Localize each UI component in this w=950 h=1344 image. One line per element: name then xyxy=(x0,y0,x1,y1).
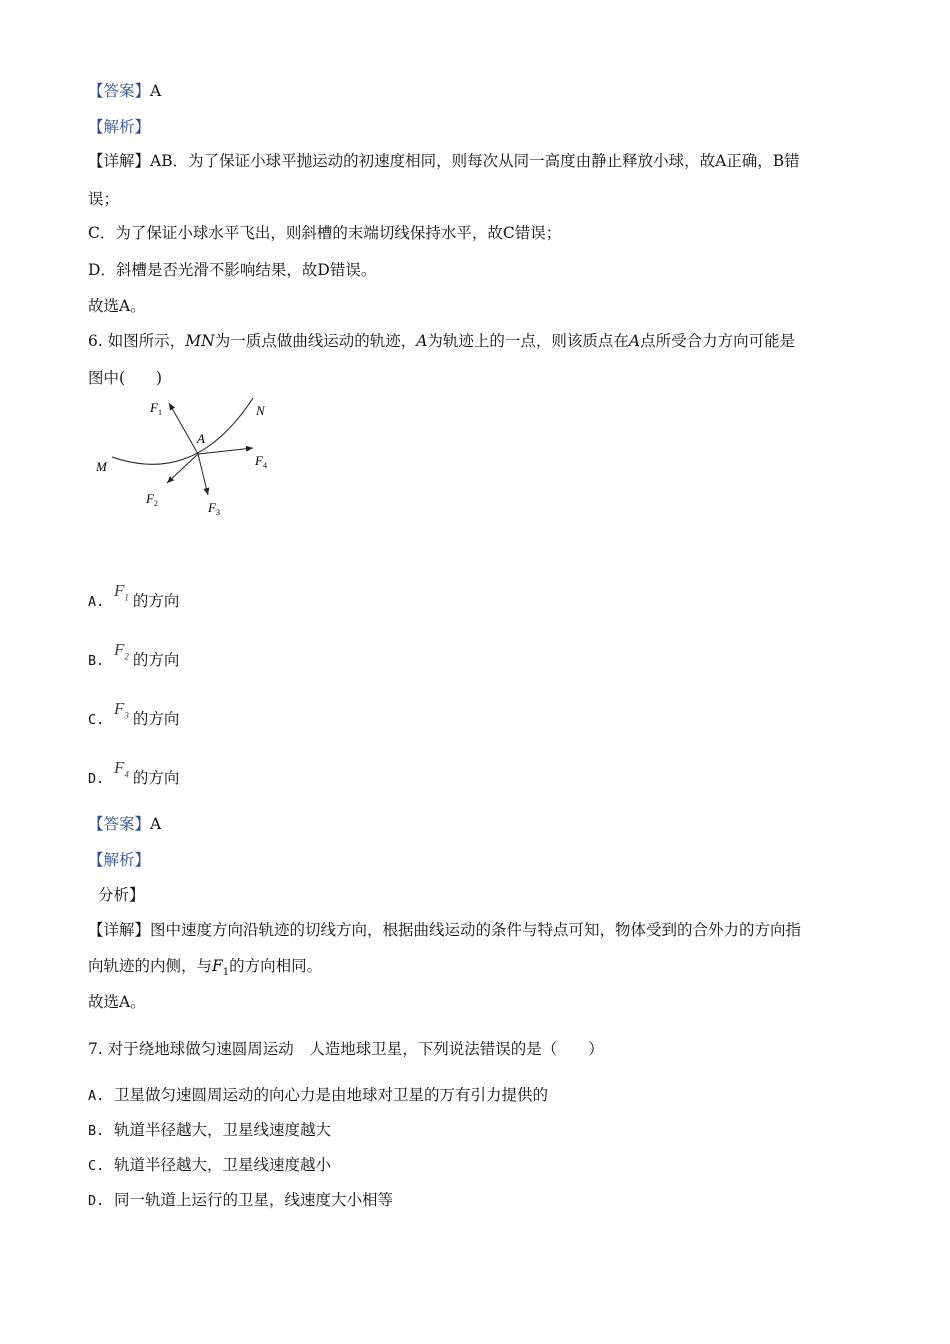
q6-stem-a: A xyxy=(416,332,428,350)
q7-option-d[interactable] xyxy=(88,1189,393,1212)
force-f3-arrow xyxy=(198,454,208,495)
q6-option-b[interactable] xyxy=(88,640,180,677)
q5-analysis-tag: 【解析】 xyxy=(88,118,151,136)
q5-line-c: C．为了保证小球水平飞出，则斜槽的末端切线保持水平，故C错误； xyxy=(88,224,562,242)
option-text: 同一轨道上运行的卫星，线速度大小相等 xyxy=(114,1191,394,1209)
q5-conclusion: 故选A。 xyxy=(88,297,146,315)
option-label: C. xyxy=(88,1158,105,1174)
q5-detail-line1 xyxy=(88,150,800,172)
label-n: N xyxy=(256,403,265,418)
option-text: 轨道半径越大，卫星线速度越大 xyxy=(114,1121,332,1139)
q6-option-a[interactable] xyxy=(88,581,180,618)
option-symbol: $F_1$ xyxy=(114,581,129,603)
option-text: 的方向 xyxy=(132,651,180,669)
label-f4: $F_4$ xyxy=(255,453,267,470)
option-symbol: $F_4$ xyxy=(114,758,129,780)
detail-text: 图中速度方向沿轨迹的切线方向，根据曲线运动的条件与特点可知，物体受到的合外力的方向指 xyxy=(150,921,802,939)
q6-answer xyxy=(88,813,161,835)
detail-text: AB．为了保证小球平抛运动的初速度相同，则每次从同一高度由静止释放小球，故A正确，B错 xyxy=(150,152,800,170)
option-text: 的方向 xyxy=(132,592,180,610)
option-text: 的方向 xyxy=(132,769,180,787)
q6-stem-part2: 为轨迹上的一点，则该质点在 xyxy=(427,332,629,350)
q6-number: 6. xyxy=(88,332,103,350)
trajectory-figure xyxy=(88,395,288,525)
detail-text-a: 向轨迹的内侧，与 xyxy=(88,957,213,975)
option-symbol: $F_3$ xyxy=(114,699,129,721)
q6-analysis-tag: 【解析】 xyxy=(88,851,151,869)
q6-stem-line1 xyxy=(88,330,795,352)
force-f2-arrow xyxy=(167,454,198,483)
detail-text-b: 的方向相同。 xyxy=(229,957,323,975)
q6-stem-mn: MN xyxy=(185,332,215,350)
q6-fenxi: 分析】 xyxy=(98,886,145,904)
detail-f: $F_1$ xyxy=(212,957,230,979)
option-label: D. xyxy=(88,771,105,787)
q6-detail-line1 xyxy=(88,919,801,941)
q6-conclusion: 故选A。 xyxy=(88,993,146,1011)
label-f2: $F_2$ xyxy=(146,491,158,508)
q6-stem-part3: 点所受合力方向可能是 xyxy=(640,332,796,350)
option-label: C. xyxy=(88,712,105,728)
q7-option-a[interactable] xyxy=(88,1084,548,1107)
q7-option-b[interactable] xyxy=(88,1119,331,1142)
answer-value: A xyxy=(150,815,162,833)
option-label: A. xyxy=(88,1088,105,1104)
q6-detail-line2 xyxy=(88,955,322,984)
answer-tag: 【答案】 xyxy=(88,82,151,100)
q5-answer xyxy=(88,80,161,102)
option-label: B. xyxy=(88,653,105,669)
q6-option-d[interactable] xyxy=(88,758,180,795)
q6-option-c[interactable] xyxy=(88,699,180,736)
q7-option-c[interactable] xyxy=(88,1154,331,1177)
option-label: A. xyxy=(88,594,105,610)
detail-tag: 【详解】 xyxy=(88,152,151,170)
option-text: 轨道半径越大，卫星线速度越小 xyxy=(114,1156,332,1174)
option-text: 的方向 xyxy=(132,710,180,728)
answer-tag: 【答案】 xyxy=(88,815,151,833)
label-m: M xyxy=(96,459,107,474)
option-label: B. xyxy=(88,1123,105,1139)
q6-stem-prefix: 如图所示， xyxy=(107,332,186,350)
q5-detail-line2: 误； xyxy=(88,190,120,208)
option-text: 卫星做匀速圆周运动的向心力是由地球对卫星的万有引力提供的 xyxy=(114,1086,549,1104)
option-label: D. xyxy=(88,1193,105,1209)
force-f4-arrow xyxy=(198,448,253,454)
trajectory-curve xyxy=(112,398,253,464)
label-a: A xyxy=(197,431,205,446)
q6-stem-part1: 为一质点做曲线运动的轨迹， xyxy=(214,332,417,350)
label-f3: $F_3$ xyxy=(208,500,220,517)
detail-tag: 【详解】 xyxy=(88,921,151,939)
label-f1: $F_1$ xyxy=(150,400,162,417)
option-symbol: $F_2$ xyxy=(114,640,129,662)
q5-line-d: D．斜槽是否光滑不影响结果，故D错误。 xyxy=(88,261,377,279)
q6-stem-line2: 图中( ) xyxy=(88,369,163,387)
q6-stem-a2: A xyxy=(628,332,641,350)
force-f1-arrow xyxy=(169,403,198,454)
answer-value: A xyxy=(150,82,162,100)
q7-stem: 7. 对于绕地球做匀速圆周运动 人造地球卫星，下列说法错误的是（ ） xyxy=(88,1040,604,1058)
